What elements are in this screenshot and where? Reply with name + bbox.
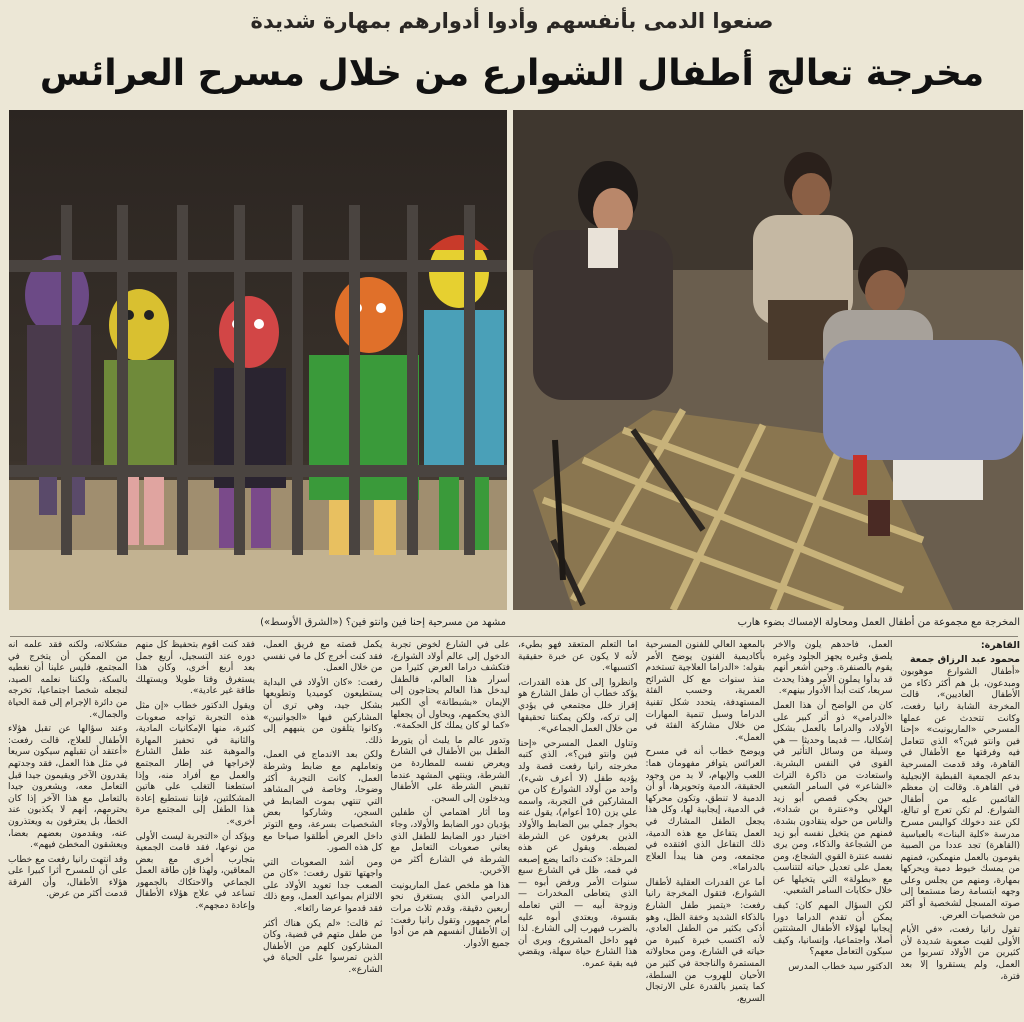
paragraph: أما التعلم المتعقد فهو بطيء، لأنه لا يكون عن خبرة حقيقية اكتسبها».: [518, 640, 638, 674]
paragraph: وعند سؤالها عن تقبل هؤلاء الأطفال للعلاج، قالت رفعت: «أعتقد أن تقبلهم سيكون سريعا في مثل هذا العمل، فقد وجدتهم يقدرون الآخر ويقيمون جيدا قبل التعامل معه، ويشعرون جيدا بالتعامل مع هذا الآخر إذا كان يحترمهم، إنهم لا يكذبون عند الخطأ، بل يعترفون به ويعتذرون عنه، ويقدمون بعضهم بعضا، ويعشقون المخطئ فيهم».: [8, 724, 128, 851]
column-2: [773, 640, 893, 1020]
column-1: [901, 640, 1021, 1020]
paragraph: تقول رانيا رفعت، «في الأيام الأولى لقيت صعوبة شديدة لأن كثيرين من الأولاد تسربوا من العمل، ولم يستقروا إلا بعد فترة،: [900, 925, 1020, 982]
article-kicker: صنعوا الدمى بأنفسهم وأدوا أدوارهم بمهارة شديدة: [250, 9, 774, 33]
article-body: [8, 640, 1020, 1020]
paragraph: فقد كنت أقوم بتحفيظ كل منهم دوره عند التسجيل، أربع جمل بعد أربع أخرى، وكان هذا يستغرق وقتا طويلا ويستهلك طاقة غير عادية».: [135, 640, 255, 697]
paragraph: يكمل قصته مع فريق العمل، فقد كنت أخرج كل ما في نفسي من خلال العمل.: [263, 640, 383, 674]
paragraph: ثم قالت: «لم يكن هناك أكثر من طفل متهم في قضية، وكان المشاركون كلهم من الأطفال الذين تمرسوا على الحياة في الشارع».: [263, 918, 383, 976]
paragraph: ومن أشد الصعوبات التي واجهتها تقول رفعت: «كان من الصعب جدا تعويد الأولاد على الالتزام بمواعيد العمل، ومع ذلك فقد قدموا عرضا رائعا».: [263, 857, 383, 915]
paragraph: لكن السؤال المهم كان: كيف يمكن أن تقدم الدراما دورا إيجابيا لهؤلاء الأطفال المشتتين أصلا، واجتماعيا، وإنسانيا، وكيف سيكون التعامل معهم؟: [773, 901, 893, 958]
paragraph: الدكتور سيد خطاب المدرس: [788, 962, 893, 973]
article-headline: مخرجة تعالج أطفال الشوارع من خلال مسرح العرائس: [39, 53, 985, 94]
paragraph: على في الشارع لخوض تجربة الدخول إلى عالم أولاد الشوارع، فتكشف دراما العرض كثيرا من أسرار هذا العالم، فالطفل ليدخل هذا العالم يحتاجون إلى الإيمان «بشبطانة» أي الكبير الذي يحكمهم، ويحاول أن يجعلها «كما لو كان يملك كل الحكمة».: [390, 640, 510, 732]
column-8: [8, 640, 128, 1020]
column-5: [391, 640, 511, 1020]
paragraph: وما أثار اهتمامي أن طفلين يؤديان دور الضابط والأولاد، وجاء اختيار دور الضابط للطفل الذي يعاني صعوبات التعامل مع الشرطة في الشارع أكثر من الآخرين.: [390, 808, 510, 877]
workshop-photo: [513, 110, 1023, 610]
paragraph: ويؤكد أن «التجربة ليست الأولى من نوعها، فقد قامت الجمعية بتجارب أخرى مع بعض المعاقين، ولهذا فإن طاقة العمل الجماعي والاحتكاك بالجمهور تساعد في علاج هؤلاء الأطفال وإعادة دمجهم».: [135, 831, 255, 912]
paragraph: ويوضح خطاب أنه في مسرح العرائس يتوافر مفهومان هما: اللعب والإيهام، لا بد من وجود الحقيقة، الدمية وتحويرها، أو أن الدمية لا تنطق، وتكون محركها في الدمية، إيجابية لها، وكل هذا يجعل الطفل المشارك في العمل يتفاعل مع هذه الدمية، ذلك التفاعل الذي افتقده في مجتمعه، ومن هنا يبدأ العلاج بالدراما».: [645, 747, 765, 874]
paragraph: وانظروا إلى كل هذه القدرات، يؤكد خطاب أن طفل الشارع هو إفراز خلل مجتمعي في يؤدي إلى تركه، ولكن يمكننا تحقيقها من خلال العمل الجماعي».: [518, 677, 638, 735]
divider: [10, 636, 1018, 637]
paragraph: «أطفال الشوارع موهوبون ومبدعون، بل هم أكثر ذكاء من الأطفال العاديين»، قالت المخرجة الشابة رانيا رفعت، وكانت تتحدث عن عملها المسرحي «الماريونيت» «إحنا فين وانتو فين؟» الذي تتعامل فيه وفرقتها مع الأطفال في القاهرة، وقد قدمت المسرحية بدعم الجمعية القبطية الإنجيلية في القاهرة. وقالت إن معظم القائمين عليه من أطفال الشوارع. لم تكن تعرج أو تبالغ، لكن عند دخولك كواليس مسرح مدرسة «كلية البنات» بالعباسية (القاهرة) تجد عددا من الصبية يقومون بالعمل منهمكين، فمنهم من يمسك خيوط دمية ويحركها بمهارة، ومنهم من يجلس وعلى وجهه ابتسامة رضا مستمعا إلى صوته المسجل لشخصية أو أكثر من شخصيات العرض.: [900, 667, 1020, 921]
paragraph: هذا هو ملخص عمل الماريونيت الدرامي الذي يستغرق نحو أربعين دقيقة، وقدم ثلاث مرات أمام جمهور، وتقول رانيا رفعت: إن الأطفال أنفسهم هم من أدوا جميع الأدوار.: [390, 880, 510, 949]
right-photo-caption: المخرجة مع مجموعة من أطفال العمل ومحاولة الإمساك بضوء هارب: [737, 617, 1020, 628]
paragraph: ولكن بعد الاندماج في العمل، وتعاملهم مع ضابط وشرطة العمل، كانت التجربة أكثر وضوحا، وخاصة في المشاهد التي تنتهي بموت الضابط في السجن، وشاركوا بعض الشخصيات بسرعة، ومع التوتر داخل العرض أطلقوا صياحا مع كل هذه الصور.: [263, 750, 383, 854]
paragraph: رفعت: «كان الأولاد في البداية يستطيعون كوميديا وتطويعها بشكل جيد، وهي ترى أن المشاركين فيها «الجوانيين» وكانوا يتلقون من ينبههم إلى ذلك.: [263, 677, 383, 746]
paragraph: وقد انتهت رانيا رفعت مع خطاب على أن للمسرح أثرا كبيرا على هؤلاء الأطفال، وأن الفرقة قدمت أكثر من عرض.: [8, 854, 128, 900]
author-name: محمود عبد الرزاق جمعة: [910, 653, 1020, 665]
column-4: [518, 640, 638, 1020]
dateline: القاهرة:: [980, 640, 1020, 651]
puppets-photo: [9, 110, 507, 610]
paragraph: بالمعهد العالي للفنون المسرحية بأكاديمية الفنون يوضح الأمر بقوله: «الدراما العلاجية تستخدم منذ سنوات مع كل الشرائح العمرية، وحسب الفئة المستهدفة، يتحدد شكل تقنية الدراما وسبل تنمية المهارات من خلال مشاركة الفئة في العمل».: [645, 640, 765, 743]
paragraph: كان من الواضح أن هذا العمل «الدرامي» ذو أثر كبير على الأولاد، والدراما بالعمل بشكل إشكاليا، — قديما وحديثا — هي وسيلة من وسائل التأثير في القوى في النفس البشرية. واستعادت من ذاكرة التراث «الشاعر» في السامر الشعبي حين يحكي قصص أبو زيد الهلالي و«عنترة بن شداد»، والناس من حوله ينقادون بشدة، فمنهم من يتخيل نفسه أبو زيد من الشجاعة والذكاء، ومن يرى نفسه عنترة القوي الشجاع، ومن يعمل على تعديل حياته لتتناسب مع «بطولة» التي يتخيلها عن خلال حكايات السامر الشعبي.: [773, 700, 893, 897]
paragraph: وتناول العمل المسرحي «إحنا فين وانتو فين؟»، الذي كتبه مخرجته رانيا رفعت قصة ولد يؤديه طفل (لا أعرف شيء)، واحد من أولاد الشوارع كان من المشاركين في التجربة، واسمه علي يزن (10 أعوام)، يقول عنه بحوار جملي بين الضابط والأولاد الذين يعرفون عن الشرطة لضبطه. ويقول عن هذه المرحلة: «كنت دائما يضع إصبعه في فمه، ظل في الشارع سبع سنوات الأمر ورفض أبوه — الذي يتعاطى المخدرات — وزوجة أبيه — التي تعامله بقسوة، ويعتدي أبوه عليه بالضرب فيهرب إلى الشارع. لذا فهو داخل المشروع، ويرى أن هذا الشارع حياة سهلة، ويقضي فيه بقية عمره.: [518, 738, 638, 970]
paragraph: العمل، فأحدهم يلون والآخر يلصق وغيره يجهز الجلود وغيره يقوم بالصنفرة. وحين أشعر أنهم قد بدأوا يملون الأمر وهذا يحدث سريعا، كنت أبدأ الأدوار بينهم».: [773, 640, 893, 697]
paragraph: مشكلاته، ولكنه فقد علمه أنه من الممكن أن يتخرج في المجتمع، فليس علينا أن نغطيه بالسكة، ولكننا نعلمه الصيد، لنجعله شخصا اجتماعيا، تخرجه من دائرة الإجرام إلى قمة الحياة والجمال».: [8, 640, 128, 720]
paragraph: ويقول الدكتور خطاب «إن مثل هذه التجربة تواجه صعوبات كثيرة، منها الإمكانيات المادية، والثانية في تحفيز المهارة والموهبة عند طفل الشارع لإخراجها في إطار المجتمع والعمل مع أفراد منه، وإذا استطعنا التغلب على هاتين المشكلتين، فإننا نستطيع إعادة هذا الطفل إلى المجتمع مرة أخرى».: [135, 700, 255, 827]
left-photo-caption: مشهد من مسرحية إحنا فين وانتو فين؟ («الشرق الأوسط»): [260, 617, 506, 628]
column-7: [136, 640, 256, 1020]
column-6: [263, 640, 383, 1020]
paragraph: أما عن القدرات العقلية لأطفال الشوارع، فتقول المخرجة رانيا رفعت: «يتميز طفل الشارع بالذكاء الشديد وخفة الظل، وهو أذكى بكثير من الطفل العادي، لأنه اكتسب خبرة كبيرة من حياته في الشارع، ومن محاولاته المستمرة والناجحة في كثير من الأحيان للهروب من السلطة، كما يتميز بالقدرة على الارتجال السريع،: [645, 877, 765, 1004]
paragraph: وتدور عالم ما يلبث أن يتورط الطفل بين الأطفال في الشارع ويعرض نفسه للمطاردة من الشرطة، وينتهي المشهد عندما تقبض الشرطة على الأطفال ويدخلون إلى السجن.: [390, 735, 510, 804]
column-3: [646, 640, 766, 1020]
